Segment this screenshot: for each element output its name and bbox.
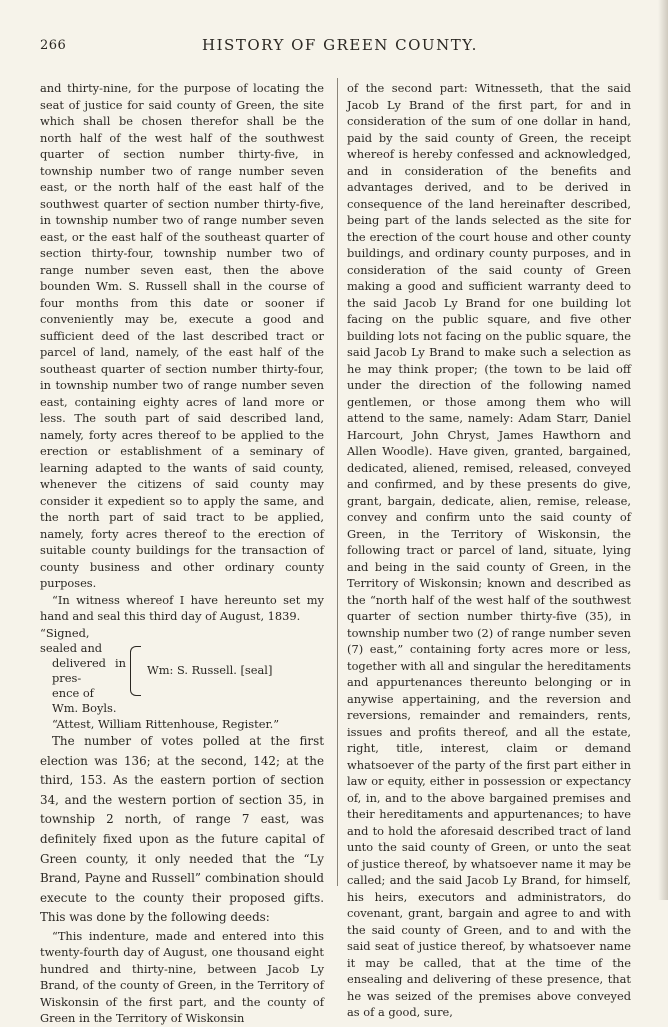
signature-line: “Signed, sealed and — [40, 625, 103, 655]
paragraph-indenture: “This indenture, made and entered into this twenty-fourth day of August, one thousand eight hundred and thirty-nine, between Jacob Ly Brand, of the county of Green, in the Territory of Wiskonsin of the first part, and the county of Green in the Territory of Wiskonsin — [40, 928, 324, 1026]
signature-block — [40, 626, 324, 716]
signature-line: ence of — [52, 685, 94, 700]
column-divider — [337, 78, 338, 886]
page-edge-shadow — [658, 0, 668, 900]
paragraph-witness: “In witness whereof I have hereunto set my hand and seal this third day of August, 1839. — [40, 592, 324, 623]
brace-icon — [130, 646, 141, 696]
paragraph-bond-text: and thirty-nine, for the purpose of locating the seat of justice for said county of Green, the site which shall be chosen therefor shall be the north half of the west half of the southwest quarter of section number thirty-five, in township number two of range number seven east, or the north half of the east half of the southwest quarter of section number thirty-five, in township number two of range number seven east, or the east half of the southeast quarter of section thirty-four, township number two of range number seven east, then the above bounden Wm. S. Russell shall in the course of four months from this date or sooner if conveniently may be, execute a good and sufficient deed of the last described tract or parcel of land, namely, of the east half of the southeast quarter of section number thirty-four, in township number two of range number seven east, containing eighty acres of land more or less. The south part of said described land, namely, forty acres thereof to be applied to the erection or establishment of a seminary of learning adapted to the wants of said county, whenever the citizens of said county may consider it expedient so to apply the same, and the north part of said tract to be applied, namely, forty acres thereof to the erection of suitable county buildings for the transaction of county business and other ordinary county purposes. — [40, 81, 324, 590]
page-header — [40, 36, 640, 58]
paragraph-votes: The number of votes polled at the first election was 136; at the second, 142; at the third, 153. As the eastern portion of section 34, and the western portion of section 35, in township 2 north, of range 7 east, was definitely fixed upon as the future capital of Green county, it only needed that the “Ly Brand, Payne and Russell” combination should execute to the county their proposed gifts. This was done by the following deeds: — [40, 734, 324, 925]
signature-line: Wm. Boyls. — [52, 700, 117, 715]
left-column — [40, 80, 324, 1027]
signature-line: delivered in pres- — [52, 655, 126, 685]
paragraph-attest: “Attest, William Rittenhouse, Register.” — [52, 716, 280, 731]
page-number: 266 — [40, 38, 67, 53]
running-head: HISTORY OF GREEN COUNTY. — [202, 36, 478, 54]
paragraph-deed-text: of the second part: Witnesseth, that the said Jacob Ly Brand of the first part, for and in consideration of the sum of one dollar in hand, paid by the said county of Green, the receipt whereof is hereby confessed and acknowledged, and in consideration of the benefits and advantages derived, and to be derived in consequence of the land hereinafter described, being part of the lands selected as the site for the erection of the court house and other county buildings, and ordinary county purposes, and in consideration of the said county of Green making a good and sufficient warranty deed to the said Jacob Ly Brand for one building lot facing on the public square, and five other building lots not facing on the public square, the said Jacob Ly Brand to make such a selection as he may think proper; (the town to be laid off under the direction of the following named gentlemen, or those among them who will attend to the same, namely: Adam Starr, Daniel Harcourt, John Chryst, James Hawthorn and Allen Woodle). Have given, granted, bargained, dedicated, aliened, remised, released, conveyed and confirmed, and by these presents do give, grant, bargain, dedicate, alien, remise, release, convey and confirm unto the said county of Green, in the Territory of Wiskonsin, the following tract or parcel of land, situate, lying and being in the said county of Green, in the Territory of Wiskonsin; known and described as the “north half of the west half of the southwest quarter of section number thirty-five (35), in township number two (2) of range number seven (7) east,” containing forty acres more or less, together with all and singular the hereditaments and appurtenances thereunto belonging or in anywise appertaining, and the reversion and reversions, remainder and remainders, rents, issues and profits thereof, and all the estate, right, title, interest, claim or demand whatsoever of the party of the first part either in law or equity, either in possession or expectancy of, in, and to the above bargained premises and their hereditaments and appurtenances; to have and to hold the aforesaid described tract of land unto the said county of Green, or unto the seat of justice thereof, by whatsoever name it may be called; and the said Jacob Ly Brand, for himself, his heirs, executors and administrators, do covenant, grant, bargain and agree to and with the said county of Green, and to and with the said seat of justice thereof, by whatsoever name it may be called, that at the time of the ensealing and delivering of these presence, that he was seized of the premises above conveyed as of a good, sure, — [347, 81, 631, 1019]
signatory-name: Wm: S. Russell. [seal] — [147, 663, 273, 678]
right-column — [347, 80, 631, 1021]
signature-witness-lines — [40, 626, 126, 716]
